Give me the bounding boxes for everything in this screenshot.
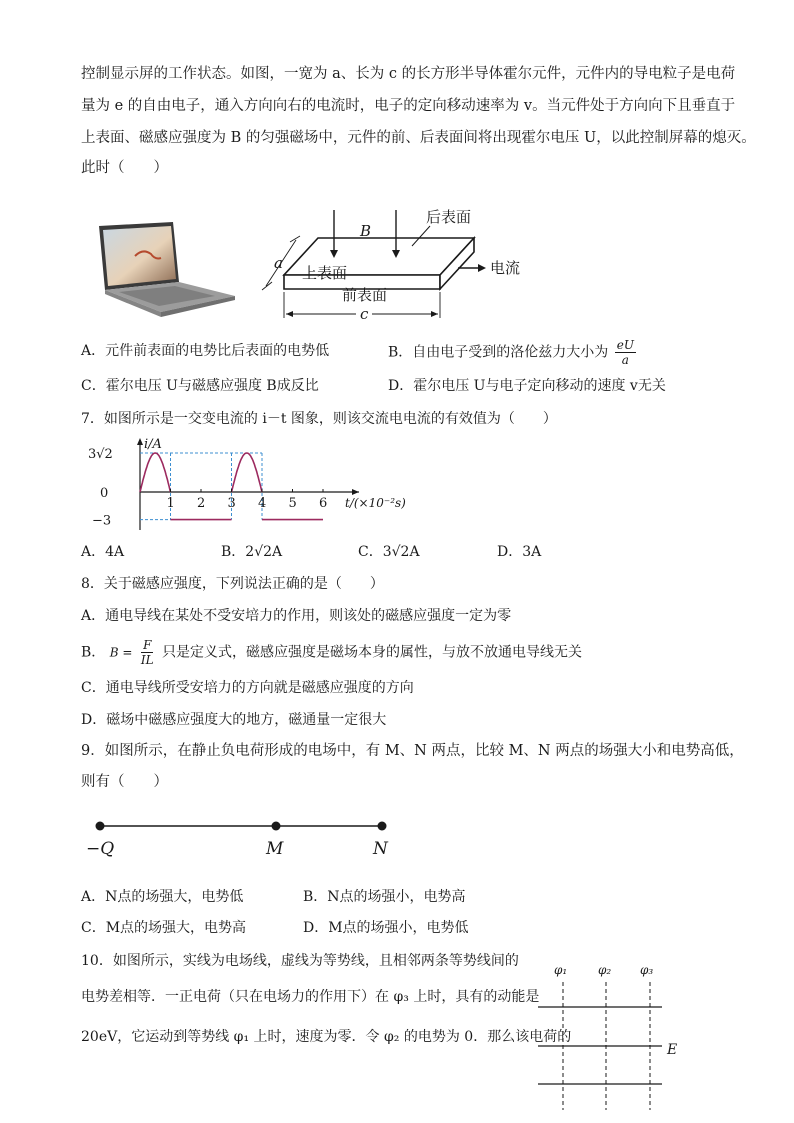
q7-option-a[interactable]: A．4A [81, 544, 125, 560]
q6-option-d[interactable]: D．霍尔电压 U与电子定向移动的速度 v无关 [388, 378, 666, 394]
q10-field-figure [530, 958, 690, 1113]
x-tick-label-5: 5 [288, 496, 297, 511]
y-max-label: 3√2 [88, 446, 113, 462]
x-axis-arrow [352, 489, 359, 495]
q8-option-d[interactable]: D．磁场中磁感应强度大的地方，磁通量一定很大 [81, 712, 387, 728]
q9-option-a[interactable]: A．N点的场强大，电势低 [81, 889, 244, 905]
q9-stem-line-1: 9．如图所示，在静止负电荷形成的电场中，有 M、N 两点，比较 M、N 两点的场强大小和电势高低， [81, 743, 744, 759]
q9-option-c[interactable]: C．M点的场强大，电势高 [81, 920, 247, 936]
q10-stem-line-3: 20eV，它运动到等势线 φ₁ 上时，速度为零．令 φ₂ 的电势为 0．那么该电荷的 [81, 1029, 572, 1045]
label-phi1: φ₁ [554, 963, 568, 977]
q8-option-b-formula-lhs: B = [109, 645, 133, 660]
figure-label-a: a [274, 254, 283, 272]
x-tick-label-4: 4 [258, 496, 267, 511]
label-e: E [667, 1042, 678, 1058]
q7-option-d[interactable]: D．3A [497, 544, 542, 560]
q8-option-b-text: 只是定义式，磁感应强度是磁场本身的属性，与放不放通电导线无关 [162, 644, 583, 661]
q6-stem-line-1: 控制显示屏的工作状态。如图，一宽为 a、长为 c 的长方形半导体霍尔元件，元件内的导电粒子是电荷 [81, 66, 736, 82]
q6-option-b-denominator: a [621, 353, 629, 367]
y-axis-arrow [137, 438, 143, 445]
q6-option-b-text: B．自由电子受到的洛伦兹力大小为 [388, 344, 609, 361]
q7-option-b[interactable]: B．2√2A [221, 544, 283, 560]
x-tick-label-1: 1 [166, 496, 175, 511]
x-tick-label-6: 6 [319, 496, 328, 511]
q8-option-b-label: B． [81, 644, 106, 661]
figure-label-c: c [360, 305, 369, 323]
q6-stem-line-3: 上表面、磁感应强度为 B 的匀强磁场中，元件的前、后表面间将出现霍尔电压 U，以此控制屏幕的熄灭。 [81, 130, 756, 146]
label-phi3: φ₃ [640, 963, 654, 977]
q9-stem-line-2: 则有（ ） [81, 774, 168, 790]
q9-option-d[interactable]: D．M点的场强小，电势低 [303, 920, 469, 936]
figure-label-B: B [360, 222, 372, 240]
q6-option-b-numerator: eU [616, 338, 634, 352]
point-m [272, 822, 281, 831]
q9-option-b[interactable]: B．N点的场强小，电势高 [303, 889, 466, 905]
q7-current-chart [80, 436, 406, 536]
q8-stem: 8．关于磁感应强度，下列说法正确的是（ ） [81, 576, 384, 592]
q8-option-a[interactable]: A．通电导线在某处不受安培力的作用，则该处的磁感应强度一定为零 [81, 608, 512, 624]
q8-option-c[interactable]: C．通电导线所受安培力的方向就是磁感应强度的方向 [81, 680, 414, 696]
series-segment-1 [140, 453, 171, 492]
x-tick-label-2: 2 [197, 496, 206, 511]
q7-stem: 7．如图所示是一交变电流的 i－t 图象，则该交流电电流的有效值为（ ） [81, 411, 557, 427]
figure-label-back-surface: 后表面 [426, 208, 472, 226]
y-min-label: −3 [92, 513, 112, 529]
label-neg-q: −Q [86, 839, 115, 859]
series-segment-3 [232, 453, 263, 492]
q7-option-c[interactable]: C．3√2A [358, 544, 420, 560]
figure-label-top-surface: 上表面 [302, 264, 348, 282]
q8-option-b[interactable] [81, 638, 582, 667]
point-n [378, 822, 387, 831]
label-m: M [266, 839, 284, 859]
origin-label: 0 [100, 486, 109, 501]
figure-label-front-surface: 前表面 [342, 286, 388, 304]
q6-stem-line-2: 量为 e 的自由电子，通入方向向右的电流时，电子的定向移动速率为 v。当元件处于方向向下且垂直于 [81, 98, 736, 114]
q6-stem-line-4: 此时（ ） [81, 160, 168, 176]
q8-option-b-denominator: IL [140, 653, 154, 667]
x-axis-label: t/(×10⁻²s) [345, 496, 406, 510]
hall-element-figure [262, 200, 542, 325]
q8-option-b-numerator: F [143, 638, 152, 652]
q6-option-c[interactable]: C．霍尔电压 U与磁感应强度 B成反比 [81, 378, 319, 394]
label-n: N [373, 839, 388, 859]
charge-point [96, 822, 105, 831]
q9-charge-figure [80, 812, 410, 862]
q6-option-b[interactable] [388, 338, 638, 367]
label-phi2: φ₂ [598, 963, 612, 977]
q10-stem-line-2: 电势差相等．一正电荷（只在电场力的作用下）在 φ₃ 上时，具有的动能是 [81, 989, 540, 1005]
y-axis-label: i/A [144, 437, 162, 452]
x-tick-label-3: 3 [227, 496, 236, 511]
q6-option-b-fraction [615, 338, 636, 367]
q10-stem-line-1: 10．如图所示，实线为电场线，虚线为等势线，且相邻两条等势线间的 [81, 953, 519, 969]
q8-option-b-fraction [139, 638, 156, 667]
q6-option-a[interactable]: A．元件前表面的电势比后表面的电势低 [81, 343, 330, 359]
laptop-image [95, 220, 240, 320]
figure-label-current: 电流 [490, 259, 521, 277]
